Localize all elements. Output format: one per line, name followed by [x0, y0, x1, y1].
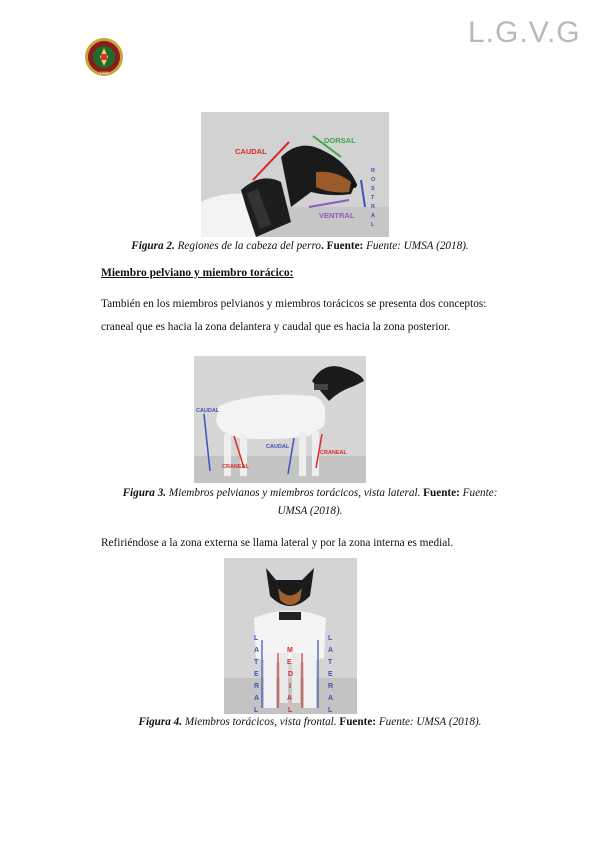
svg-text:O: O [371, 177, 376, 183]
svg-text:R: R [328, 683, 334, 690]
paragraph-lateral-medial: Refiriéndose a la zona externa se llama lateral y por la zona interna es medial. [101, 537, 454, 549]
watermark-initials: L.G.V.G [468, 16, 581, 49]
svg-text:R: R [254, 683, 260, 690]
svg-text:E: E [328, 671, 333, 678]
figure-3-source-label: Fuente: [423, 487, 460, 499]
craneal-left-label: CRANEAL [222, 464, 249, 470]
caudal-label: CAUDAL [235, 147, 267, 156]
svg-text:T: T [371, 195, 375, 201]
svg-text:A: A [328, 647, 334, 654]
figure-2-number: Figura 2. [131, 240, 175, 252]
figure-3-source-line1: Fuente: [462, 487, 498, 499]
svg-text:M: M [287, 647, 293, 654]
figure-3-caption-text: Miembros pelvianos y miembros torácicos, vista lateral. [168, 487, 421, 499]
caudal-right-label: CAUDAL [266, 444, 290, 450]
svg-text:D: D [288, 671, 294, 678]
figure-3-caption [100, 484, 520, 520]
caudal-left-label: CAUDAL [196, 408, 220, 414]
figure-2-source-label: Fuente: [326, 240, 364, 252]
dorsal-label: DORSAL [324, 136, 356, 145]
svg-text:L: L [288, 707, 293, 714]
svg-text:R: R [371, 204, 375, 210]
figure-2-caption: Figura 2. Regiones de la cabeza del perro. Fuente: Fuente: UMSA (2018). [131, 240, 469, 252]
svg-text:A: A [328, 695, 334, 702]
figure-3-number: Figura 3. [122, 487, 167, 499]
paragraph-craneal-caudal: También en los miembros pelvianos y miembros torácicos se presenta dos conceptos: craneal que es hacia la zona delantera y caudal que es hacia la zona posterior. [101, 298, 487, 333]
figure-4-source: Fuente: UMSA (2018). [378, 716, 482, 728]
figure-2-photo [201, 112, 389, 237]
figure-4-photo [224, 558, 357, 714]
svg-text:E: E [254, 671, 259, 678]
svg-text:S: S [371, 186, 375, 192]
craneal-right-label: CRANEAL [320, 450, 347, 456]
svg-text:T: T [254, 659, 259, 666]
figure-3-photo [194, 356, 366, 483]
ventral-label: VENTRAL [319, 211, 355, 220]
figure-4-caption-text: Miembros torácicos, vista frontal. [184, 716, 337, 728]
svg-text:I: I [289, 683, 291, 690]
figure-4-caption [100, 713, 520, 731]
figure-3-source-line2: UMSA (2018). [277, 505, 343, 517]
svg-text:E: E [287, 659, 292, 666]
svg-text:L: L [254, 707, 259, 714]
svg-text:L: L [328, 635, 333, 642]
figure-2-caption-text: Regiones de la cabeza del perro [177, 240, 322, 252]
svg-text:L: L [328, 707, 333, 714]
svg-text:1998: 1998 [99, 70, 109, 75]
svg-text:L: L [371, 222, 375, 228]
svg-text:T: T [328, 659, 333, 666]
university-logo [84, 37, 124, 77]
figure-4-source-label: Fuente: [339, 716, 377, 728]
svg-text:A: A [371, 213, 375, 219]
svg-text:A: A [254, 695, 260, 702]
svg-text:R: R [371, 168, 375, 174]
figure-2-source: Fuente: UMSA (2018). [366, 240, 469, 252]
svg-text:A: A [254, 647, 260, 654]
figure-4-number: Figura 4. [138, 716, 183, 728]
svg-text:L: L [254, 635, 259, 642]
section-heading: Miembro pelviano y miembro torácico: [101, 267, 294, 279]
svg-text:A: A [287, 695, 293, 702]
